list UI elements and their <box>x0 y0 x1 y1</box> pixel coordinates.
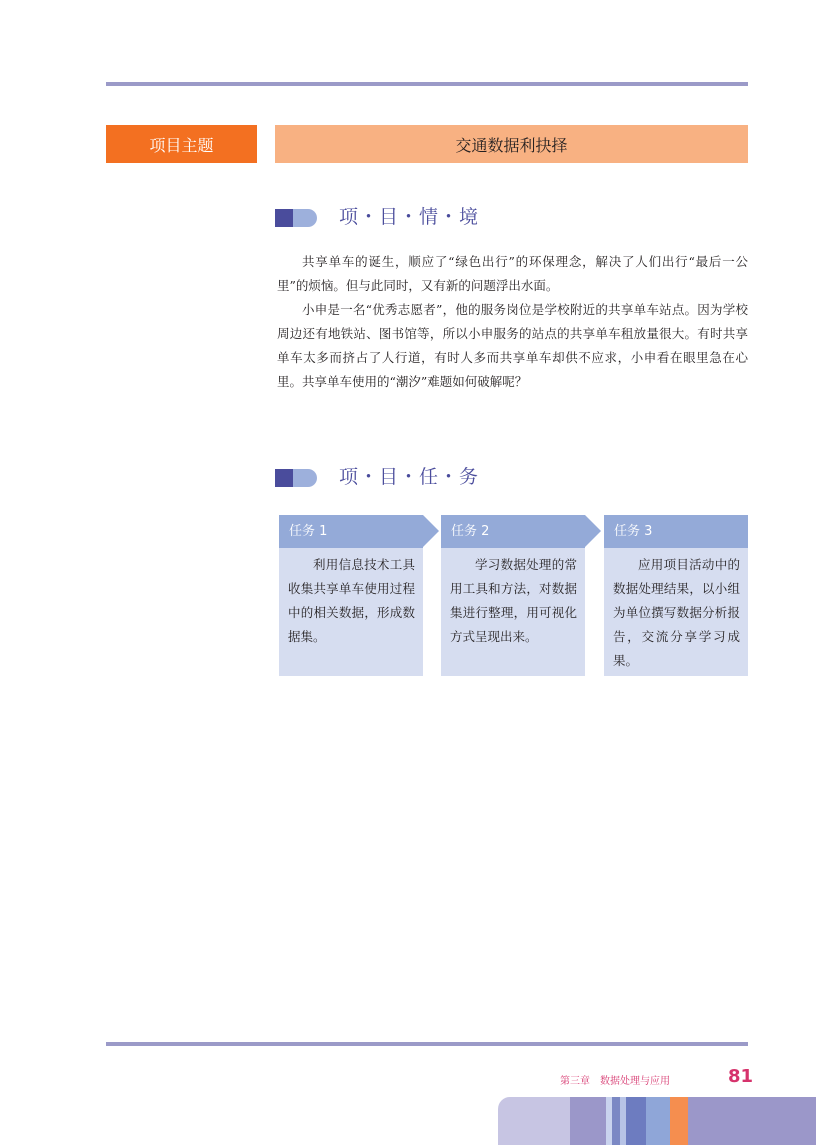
task-label: 任务 1 <box>279 515 423 548</box>
arrow-right-icon <box>423 515 439 547</box>
situation-heading-text: 项・目・情・境 <box>339 206 480 228</box>
project-theme-title: 交通数据利抉择 <box>275 125 748 163</box>
task-card-3 <box>604 515 748 676</box>
task-card-1 <box>279 515 423 676</box>
section-marker-icon <box>275 209 317 227</box>
situation-paragraph: 小申是一名“优秀志愿者”，他的服务岗位是学校附近的共享单车站点。因为学校周边还有地铁站、图书馆等，所以小申服务的站点的共享单车租放量很大。有时共享单车太多而挤占了人行道，有时人多而共享单车却供不应求，小申看在眼里急在心里。共享单车使用的“潮汐”难题如何破解呢？ <box>277 302 748 389</box>
project-theme-label: 项目主题 <box>106 125 257 163</box>
situation-body <box>277 250 748 394</box>
situation-paragraph: 共享单车的诞生，顺应了“绿色出行”的环保理念，解决了人们出行“最后一公里”的烦恼。但与此同时，又有新的问题浮出水面。 <box>277 254 748 293</box>
page-number: 81 <box>728 1066 754 1087</box>
task-description: 利用信息技术工具收集共享单车使用过程中的相关数据，形成数据集。 <box>279 548 423 676</box>
section-marker-icon <box>275 469 317 487</box>
task-label: 任务 2 <box>441 515 585 548</box>
task-label: 任务 3 <box>604 515 748 548</box>
task-card-2 <box>441 515 585 676</box>
top-divider <box>106 82 748 86</box>
arrow-right-icon <box>585 515 601 547</box>
bottom-divider <box>106 1042 748 1046</box>
tasks-heading-text: 项・目・任・务 <box>339 466 480 488</box>
task-description: 应用项目活动中的数据处理结果，以小组为单位撰写数据分析报告，交流分享学习成果。 <box>604 548 748 676</box>
task-description: 学习数据处理的常用工具和方法，对数据集进行整理，用可视化方式呈现出来。 <box>441 548 585 676</box>
footer-chapter-title: 第三章 数据处理与应用 <box>560 1076 670 1087</box>
